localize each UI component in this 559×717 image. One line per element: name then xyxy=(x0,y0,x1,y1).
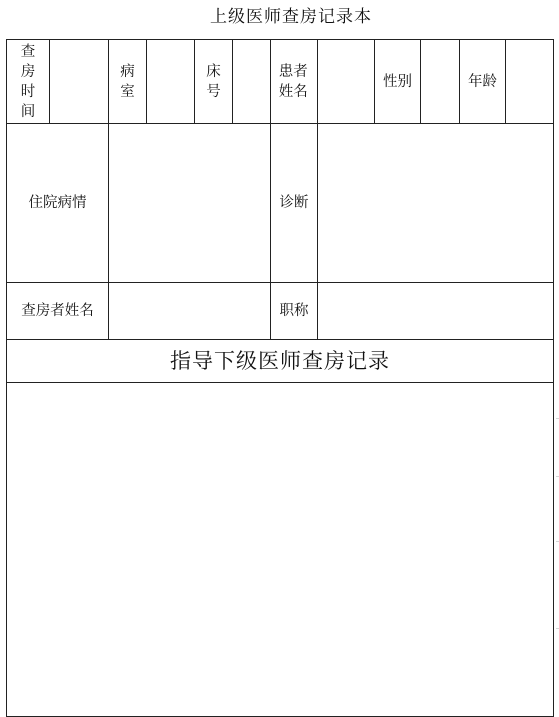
document-title: 上级医师查房记录本 xyxy=(210,7,372,27)
rounder-row xyxy=(7,283,554,340)
age-value-cell[interactable] xyxy=(506,40,554,124)
room-label-cell xyxy=(109,40,147,124)
rounder-name-label-cell xyxy=(7,283,109,340)
bed-value-cell[interactable] xyxy=(233,40,271,124)
sex-label-cell xyxy=(375,40,421,124)
bed-label: 床号 xyxy=(206,63,221,100)
ward-round-form xyxy=(6,39,554,717)
age-label: 年龄 xyxy=(468,73,497,90)
diagnosis-value-cell[interactable] xyxy=(318,124,554,283)
room-label: 病室 xyxy=(120,63,135,100)
condition-label-cell xyxy=(7,124,109,283)
record-body-row xyxy=(7,383,554,717)
sex-value-cell[interactable] xyxy=(421,40,460,124)
record-section-heading: 指导下级医师查房记录 xyxy=(7,340,554,383)
room-value-cell[interactable] xyxy=(147,40,195,124)
patient-name-label-cell xyxy=(271,40,318,124)
rounder-title-label: 职称 xyxy=(279,303,309,319)
round-time-label: 查房时间 xyxy=(20,43,36,120)
diagnosis-label: 诊断 xyxy=(279,195,309,211)
round-time-value-cell[interactable] xyxy=(50,40,109,124)
round-time-label-cell xyxy=(7,40,50,124)
header-row xyxy=(7,40,554,124)
record-heading-row xyxy=(7,340,554,383)
rounder-name-value-cell[interactable] xyxy=(109,283,271,340)
patient-name-label: 患者姓名 xyxy=(278,63,308,100)
diagnosis-label-cell xyxy=(271,124,318,283)
rounder-title-label-cell xyxy=(271,283,318,340)
age-label-cell xyxy=(460,40,506,124)
patient-name-value-cell[interactable] xyxy=(318,40,375,124)
rounder-title-value-cell[interactable] xyxy=(318,283,554,340)
condition-value-cell[interactable] xyxy=(109,124,271,283)
record-body-area[interactable] xyxy=(7,383,554,717)
rounder-name-label: 查房者姓名 xyxy=(21,303,94,319)
bed-label-cell xyxy=(195,40,233,124)
condition-row xyxy=(7,124,554,283)
sex-label: 性别 xyxy=(383,73,412,90)
condition-label: 住院病情 xyxy=(28,195,87,211)
